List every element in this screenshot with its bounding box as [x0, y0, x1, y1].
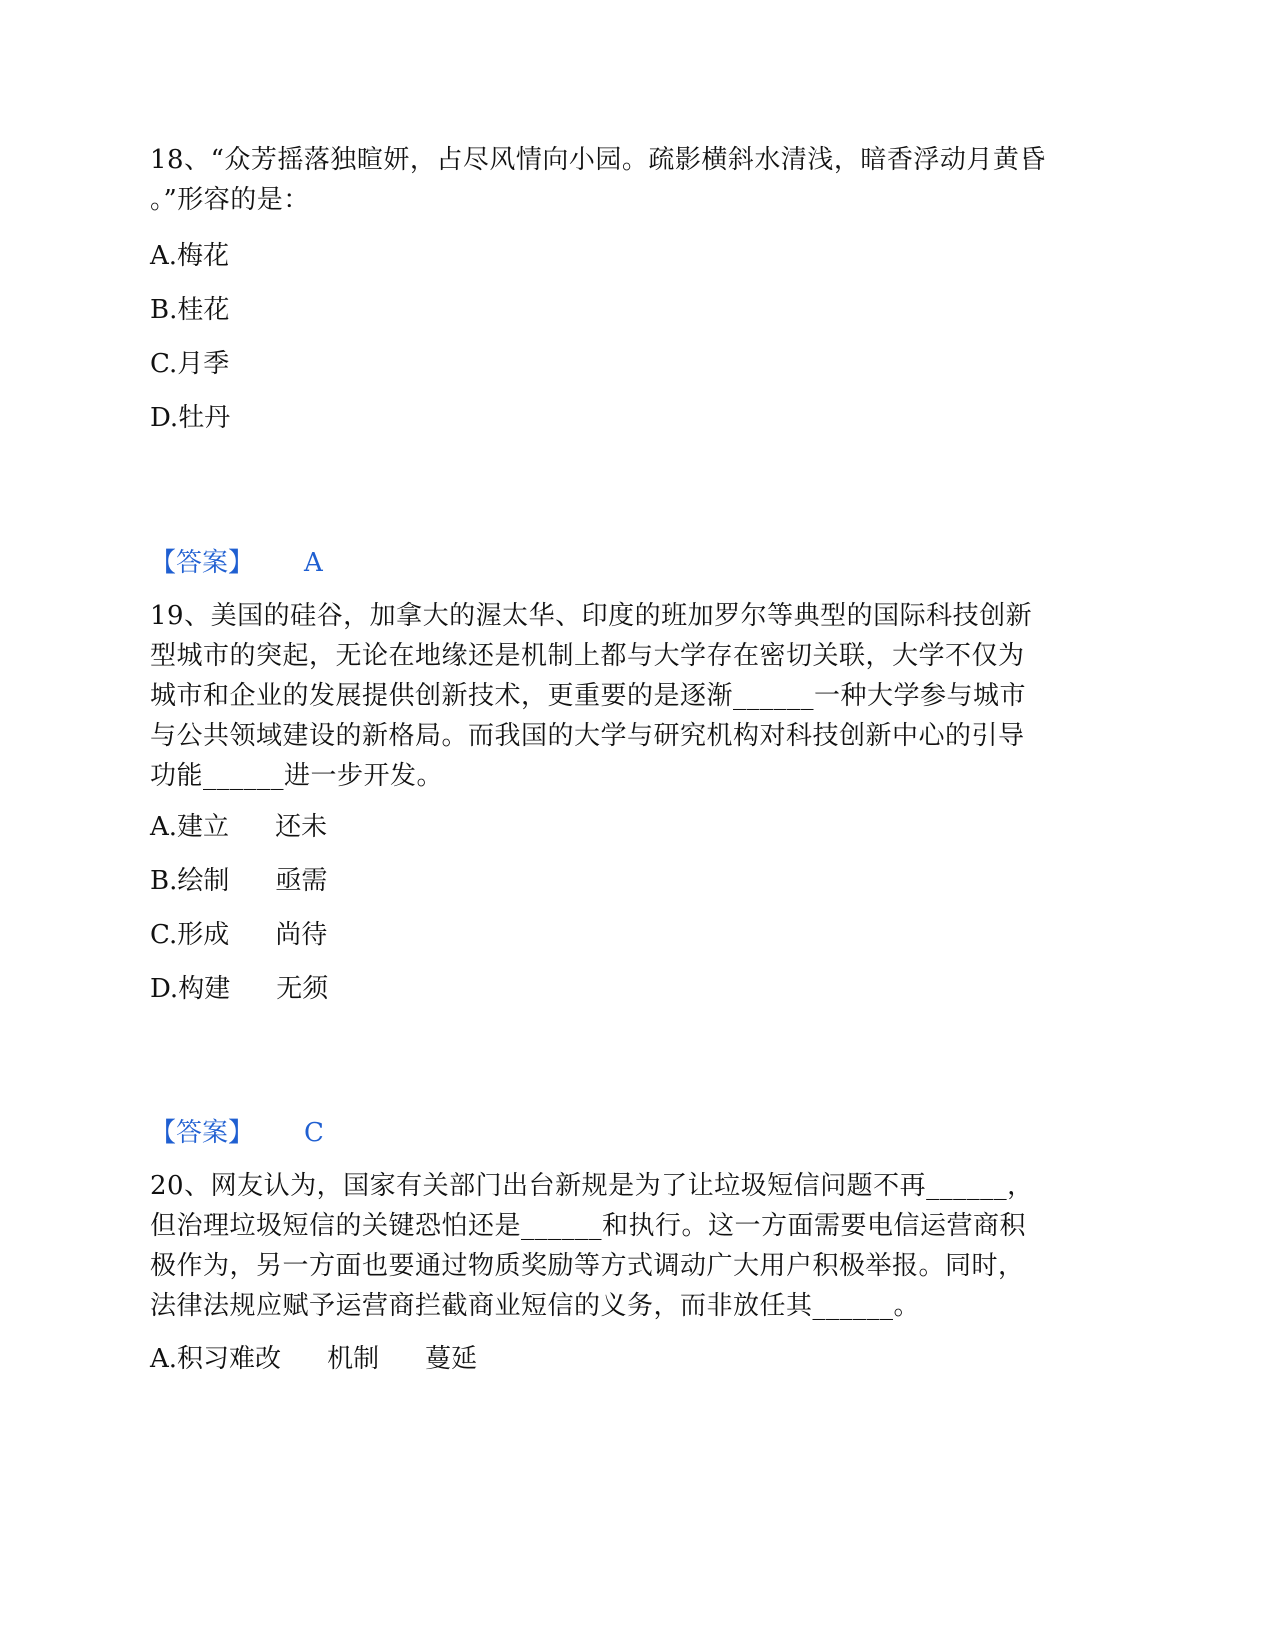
question-18-option-a: [150, 239, 229, 273]
option-label: A.: [150, 812, 178, 842]
option-label: A.: [150, 1344, 178, 1374]
option-text: 尚待: [275, 920, 328, 950]
question-19-option-c: [150, 918, 327, 952]
question-20-stem: [150, 1166, 1130, 1326]
answer-value: C: [304, 1118, 324, 1148]
question-18-option-d: [150, 401, 230, 435]
option-text: 机制: [327, 1344, 380, 1374]
question-18-option-c: [150, 347, 229, 381]
option-label: C.: [150, 920, 178, 950]
question-18-stem: [150, 140, 1130, 220]
stem-line: 。”形容的是：: [150, 185, 310, 215]
document-page: [150, 0, 1130, 1650]
option-text: 亟需: [275, 866, 328, 896]
question-18-option-b: [150, 293, 229, 327]
answer-label: 【答案】: [150, 548, 255, 578]
option-label: D.: [150, 974, 179, 1004]
answer-value: A: [304, 548, 323, 578]
stem-line: 城市和企业的发展提供创新技术，更重要的是逐渐______一种大学参与城市: [150, 681, 1027, 711]
option-text: 形成: [177, 920, 230, 950]
option-text: 还未: [275, 812, 328, 842]
stem-line: 但治理垃圾短信的关键恐怕还是______和执行。这一方面需要电信运营商积: [150, 1211, 1027, 1241]
question-19-option-b: [150, 864, 327, 898]
option-text: 蔓延: [425, 1344, 478, 1374]
option-text: 牡丹: [178, 403, 231, 433]
option-text: 绘制: [177, 866, 230, 896]
option-label: B.: [150, 295, 178, 325]
stem-line: 与公共领域建设的新格局。而我国的大学与研究机构对科技创新中心的引导: [150, 721, 1025, 751]
option-text: 桂花: [177, 295, 230, 325]
option-text: 无须: [276, 974, 329, 1004]
stem-line: 功能______进一步开发。: [150, 761, 444, 791]
question-20-option-a: [150, 1342, 477, 1376]
question-19-stem: [150, 596, 1130, 796]
option-text: 积习难改: [177, 1344, 282, 1374]
answer-label: 【答案】: [150, 1118, 255, 1148]
option-text: 建立: [177, 812, 230, 842]
option-text: 构建: [178, 974, 231, 1004]
question-18-answer: [150, 546, 323, 580]
question-19-option-a: [150, 810, 327, 844]
question-19-answer: [150, 1116, 324, 1150]
stem-line: 型城市的突起，无论在地缘还是机制上都与大学存在密切关联，大学不仅为: [150, 641, 1025, 671]
stem-line: 20、网友认为，国家有关部门出台新规是为了让垃圾短信问题不再______，: [150, 1171, 1034, 1201]
option-label: C.: [150, 349, 178, 379]
option-text: 月季: [177, 349, 230, 379]
stem-line: 法律法规应赋予运营商拦截商业短信的义务，而非放任其______。: [150, 1291, 921, 1321]
option-label: B.: [150, 866, 178, 896]
stem-line: 19、美国的硅谷，加拿大的渥太华、印度的班加罗尔等典型的国际科技创新: [150, 601, 1033, 631]
option-label: A.: [150, 241, 178, 271]
option-label: D.: [150, 403, 179, 433]
question-19-option-d: [150, 972, 328, 1006]
stem-line: 18、“众芳摇落独暄妍，占尽风情向小园。疏影横斜水清浅，暗香浮动月黄昏: [150, 145, 1046, 175]
stem-line: 极作为，另一方面也要通过物质奖励等方式调动广大用户积极举报。同时，: [150, 1251, 1025, 1281]
option-text: 梅花: [177, 241, 230, 271]
